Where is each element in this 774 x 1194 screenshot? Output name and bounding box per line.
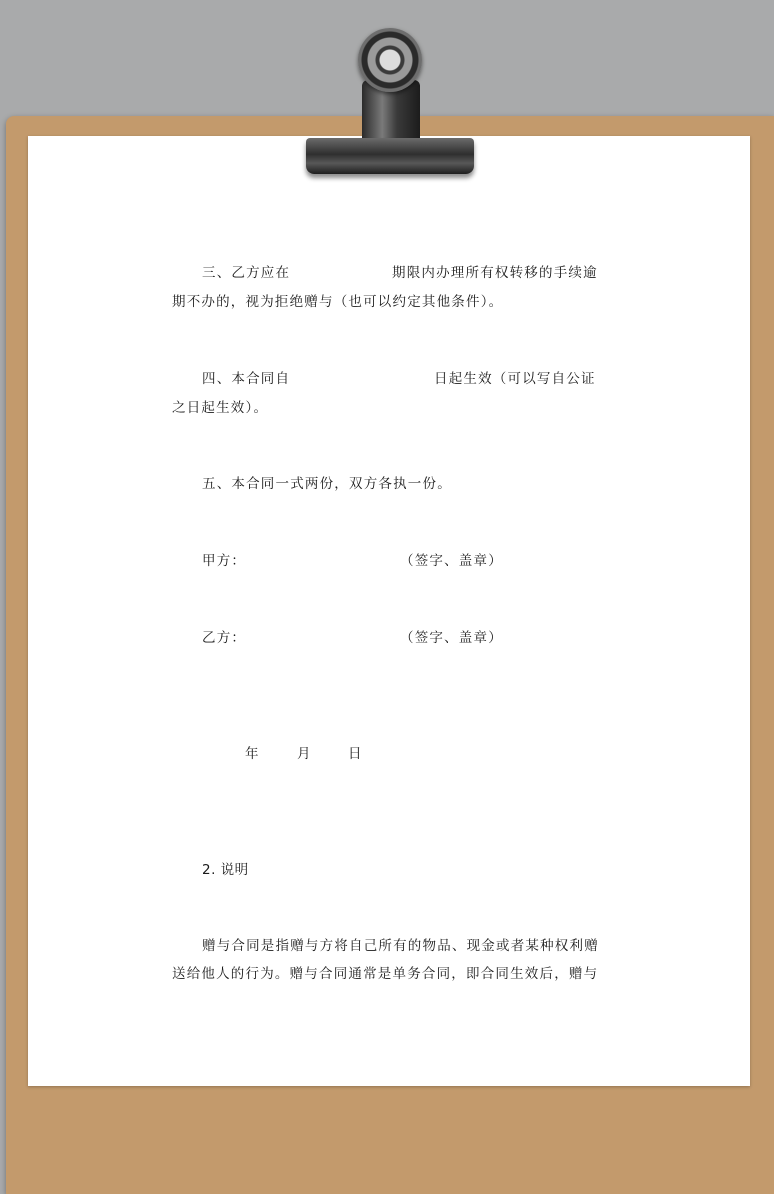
- clause5: 五、本合同一式两份，双方各执一份。: [202, 476, 452, 492]
- clause4-part3: 之日起生效）。: [172, 400, 269, 416]
- party-b-label: 乙方：: [202, 630, 247, 646]
- clause3-part2: 期限内办理所有权转移的手续逾: [392, 265, 598, 281]
- date-month: 月: [297, 746, 312, 762]
- party-b-signature: （签字、盖章）: [400, 630, 503, 646]
- date-year: 年: [245, 746, 260, 762]
- clause4-part2: 日起生效（可以写自公证: [434, 371, 596, 387]
- section2-title: 2. 说明: [202, 862, 249, 878]
- clause4-part1: 四、本合同自: [202, 371, 291, 387]
- party-a-label: 甲方：: [202, 553, 247, 569]
- date-day: 日: [348, 746, 363, 762]
- clause3-part1: 三、乙方应在: [202, 265, 291, 281]
- clip-ring-icon: [358, 28, 422, 92]
- metal-clip: [306, 138, 474, 174]
- party-a-signature: （签字、盖章）: [400, 553, 503, 569]
- explanation-line2: 送给他人的行为。赠与合同通常是单务合同，即合同生效后，赠与: [172, 966, 599, 982]
- explanation-line1: 赠与合同是指赠与方将自己所有的物品、现金或者某种权利赠: [202, 938, 599, 954]
- clause3-part3: 期不办的，视为拒绝赠与（也可以约定其他条件）。: [172, 294, 504, 310]
